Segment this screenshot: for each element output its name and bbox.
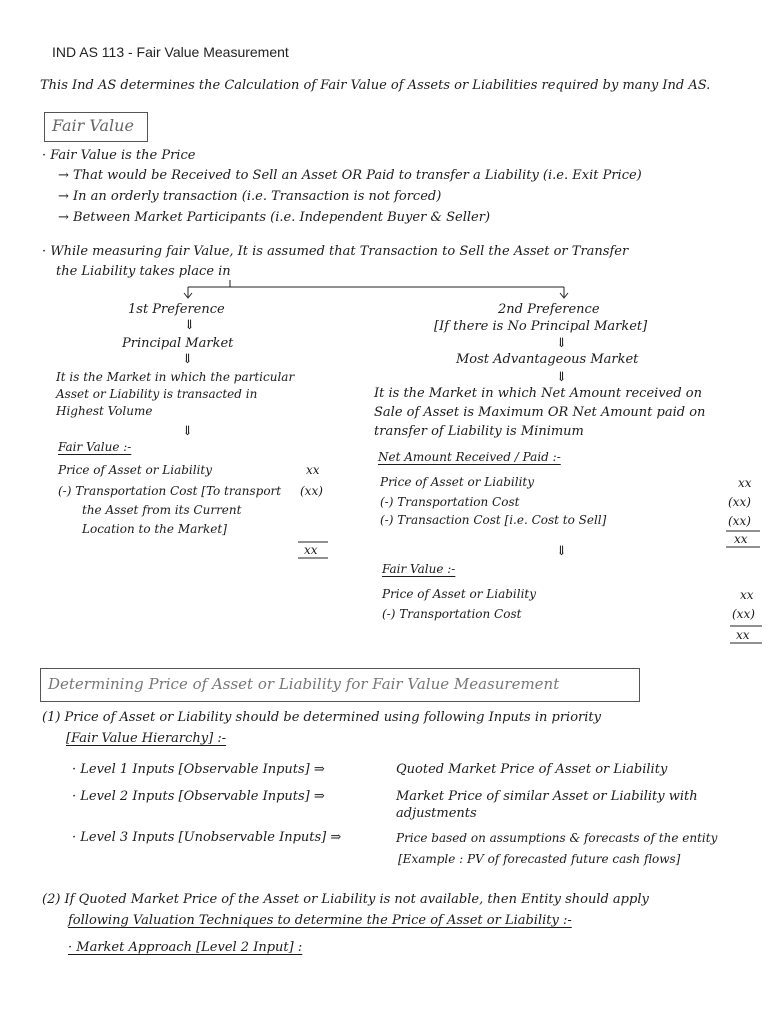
level-3-right: Price based on assumptions & forecasts of the entity — [396, 831, 718, 845]
pref1-desc-1: It is the Market in which the particular — [56, 370, 295, 384]
level-2-left: · Level 2 Inputs [Observable Inputs] ⇒ — [72, 789, 325, 804]
pref1-amt-1: xx — [306, 463, 320, 477]
level-1-right: Quoted Market Price of Asset or Liability — [396, 762, 668, 777]
level-2-right: Market Price of similar Asset or Liability with — [396, 789, 698, 804]
para2-line-2: following Valuation Techniques to determine the Price of Asset or Liability :- — [68, 913, 572, 928]
pref2-net-row-3: (-) Transaction Cost [i.e. Cost to Sell] — [380, 513, 607, 527]
pref1-row-4: Location to the Market] — [82, 522, 227, 536]
principal-market: Principal Market — [122, 336, 234, 351]
pref2-net-amt-3: (xx) — [728, 514, 751, 528]
advantageous-market: Most Advantageous Market — [456, 352, 639, 367]
page-title: IND AS 113 - Fair Value Measurement — [52, 44, 289, 60]
pref2-fv-row-2: (-) Transportation Cost — [382, 607, 522, 621]
pref1-fv-label: Fair Value :- — [58, 440, 132, 454]
level-2-right-2: adjustments — [396, 806, 477, 821]
pref2-label: 2nd Preference — [498, 302, 600, 317]
pref1-total: xx — [304, 543, 318, 557]
down-arrow-icon: ⇓ — [184, 318, 195, 333]
fair-value-heading: Fair Value — [52, 116, 134, 135]
assume-line-2: the Liability takes place in — [56, 264, 231, 279]
section2-heading: Determining Price of Asset or Liability for Fair Value Measurement — [48, 675, 560, 693]
market-approach: · Market Approach [Level 2 Input] : — [68, 940, 303, 955]
down-arrow-icon: ⇓ — [556, 370, 567, 385]
intro-text: This Ind AS determines the Calculation of Fair Value of Assets or Liabilities required by many Ind AS. — [40, 78, 711, 93]
down-arrow-icon: ⇓ — [182, 352, 193, 367]
def-line-2: → That would be Received to Sell an Asset OR Paid to transfer a Liability (i.e. Exit Price) — [58, 168, 642, 183]
pref1-amt-2: (xx) — [300, 484, 323, 498]
pref2-fv-row-1: Price of Asset or Liability — [382, 587, 537, 601]
pref1-row-1: Price of Asset or Liability — [58, 463, 213, 477]
para1-line-2: [Fair Value Hierarchy] :- — [66, 731, 227, 746]
pref2-fv-amt-2: (xx) — [732, 607, 755, 621]
level-3-right-2: [Example : PV of forecasted future cash flows] — [398, 852, 681, 866]
pref2-condition: [If there is No Principal Market] — [434, 319, 648, 334]
pref2-fv-total: xx — [736, 628, 750, 642]
pref1-row-3: the Asset from its Current — [82, 503, 242, 517]
pref2-net-amt-2: (xx) — [728, 495, 751, 509]
pref2-net-row-1: Price of Asset or Liability — [380, 475, 535, 489]
down-arrow-icon: ⇓ — [182, 424, 193, 439]
pref2-net-row-2: (-) Transportation Cost — [380, 495, 520, 509]
para1-line-1: (1) Price of Asset or Liability should be determined using following Inputs in priority — [42, 710, 601, 725]
assume-line-1: · While measuring fair Value, It is assumed that Transaction to Sell the Asset or Transfer — [42, 244, 629, 259]
pref2-desc-1: It is the Market in which Net Amount received on — [374, 386, 702, 401]
pref2-desc-3: transfer of Liability is Minimum — [374, 424, 584, 439]
level-3-left: · Level 3 Inputs [Unobservable Inputs] ⇒ — [72, 830, 342, 845]
para2-line-1: (2) If Quoted Market Price of the Asset or Liability is not available, then Entity should apply — [42, 892, 649, 907]
pref2-net-total: xx — [734, 532, 748, 546]
level-1-left: · Level 1 Inputs [Observable Inputs] ⇒ — [72, 762, 325, 777]
pref1-row-2: (-) Transportation Cost [To transport — [58, 484, 282, 498]
pref2-fv-amt-1: xx — [740, 588, 754, 602]
pref1-desc-2: Asset or Liability is transacted in — [56, 387, 258, 401]
pref2-net-label: Net Amount Received / Paid :- — [378, 450, 561, 464]
down-arrow-icon: ⇓ — [556, 336, 567, 351]
def-line-4: → Between Market Participants (i.e. Independent Buyer & Seller) — [58, 210, 491, 225]
pref2-fv-label: Fair Value :- — [382, 562, 456, 576]
pref2-net-amt-1: xx — [738, 476, 752, 490]
down-arrow-icon: ⇓ — [556, 544, 567, 559]
pref1-desc-3: Highest Volume — [56, 404, 153, 418]
pref1-label: 1st Preference — [128, 302, 225, 317]
def-line-1: · Fair Value is the Price — [42, 148, 196, 163]
def-line-3: → In an orderly transaction (i.e. Transaction is not forced) — [58, 189, 442, 204]
pref2-desc-2: Sale of Asset is Maximum OR Net Amount paid on — [374, 405, 706, 420]
